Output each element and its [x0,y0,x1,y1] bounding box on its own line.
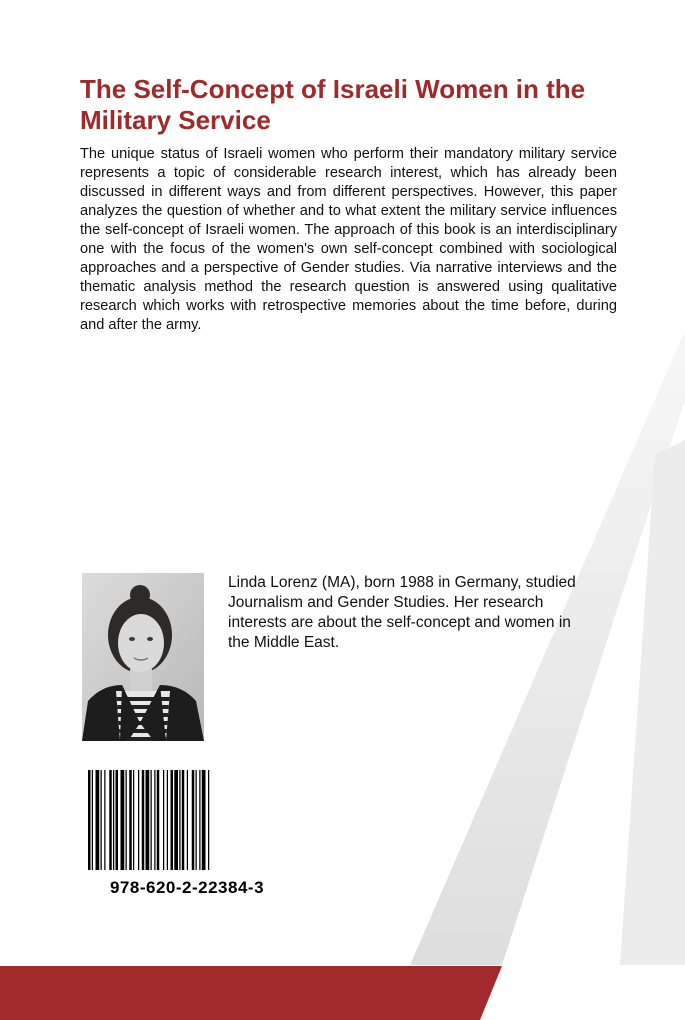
book-description: The unique status of Israeli women who perform their mandatory military service represents a topic of considerable research interest, which has already been discussed in different ways and from different perspectives. However, this paper analyzes the question of whether and to what extent the military service influences the self-concept of Israeli women. The approach of this book is an interdisciplinary one with the focus of the women's own self-concept combined with sociological approaches and a perspective of Gender studies. Via narrative interviews and the thematic analysis method the research question is answered using qualitative research which works with retrospective memories about the time before, during and after the army. [80,146,617,333]
isbn-number: 978-620-2-22384-3 [109,878,265,897]
bottom-accent-band [0,958,685,1020]
book-title: The Self-Concept of Israeli Women in the Military Service [80,74,586,135]
author-bio: Linda Lorenz (MA), born 1988 in Germany, studied Journalism and Gender Studies. Her research interests are about the self-concept and women in the Middle East. [228,574,576,651]
barcode [88,770,286,870]
author-photo [82,573,204,741]
